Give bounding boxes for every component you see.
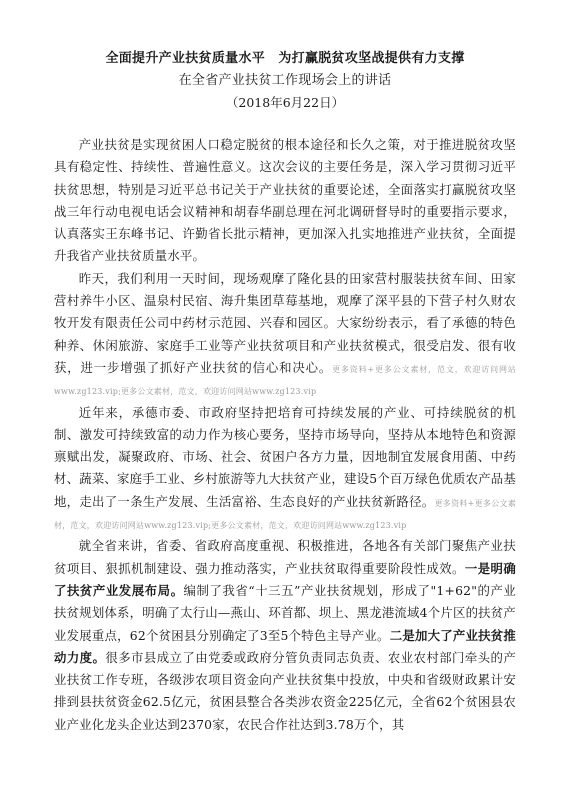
paragraph-text: 近年来，承德市委、市政府坚持把培育可持续发展的产业、可持续脱贫的机制、激发可持续致富的动力作为核心要务，坚持市场导向，坚持从本地特色和资源禀赋出发，凝聚政府、市场、社会、贫困户各方力量，因地制宜发展食用菌、中药材、蔬菜、家庭手工业、乡村旅游等九大扶贫产业，建设5个百万绿色优质农产品基地，走出了一条生产发展、生活富裕、生态良好的产业扶贫新路径。 xyxy=(54,404,516,509)
paragraph-text: 就全省来讲，省委、省政府高度重视、积极推进，各地各有关部门聚焦产业扶贫项目、狠抓机制建设、强力推动落实，产业扶贫取得重要阶段性成效。 xyxy=(54,538,516,576)
body-paragraph xyxy=(54,134,516,268)
watermark-text: 更多资料+更多公文素材，范文，欢迎访问网站www.zg123.vip;更多公文素材，范文，欢迎访问网站www.zg123.vip xyxy=(54,498,517,531)
body-paragraph xyxy=(54,402,516,536)
document-date: （2018年6月22日） xyxy=(225,95,345,110)
document-body xyxy=(54,134,516,736)
document-title: 全面提升产业扶贫质量水平 为打赢脱贫攻坚战提供有力支撑 xyxy=(105,51,465,66)
paragraph-bold-text: 二是加大了产业扶贫推动力度。 xyxy=(54,627,517,665)
paragraph-bold-text: 一是明确了扶贫产业发展布局。 xyxy=(54,560,516,598)
paragraph-text: 昨天，我们利用一天时间，现场观摩了隆化县的田家营村服装扶贫车间、田家营村养牛小区、温泉村民宿、海升集团草莓基地，观摩了深平县的下营子村久财农牧开发有限责任公司中药材示范园、兴春和园区。大家纷纷表示，看了承德的特色种养、休闲旅游、家庭手工业等产业扶贫项目和产业扶贫模式，很受启发、很有收获，进一步增强了抓好产业扶贫的信心和决心。 xyxy=(54,270,516,375)
watermark-text: 更多资料+更多公文素材，范文，欢迎访问网站www.zg123.vip;更多公文素材，范文，欢迎访问网站www.zg123.vip xyxy=(54,364,516,397)
body-paragraph xyxy=(54,268,516,402)
paragraph-text: 产业扶贫是实现贫困人口稳定脱贫的根本途径和长久之策，对于推进脱贫攻坚具有稳定性、持续性、普遍性意义。这次会议的主要任务是，深入学习贯彻习近平扶贫思想，特别是习近平总书记关于产业扶贫的重要论述，全面落实打赢脱贫攻坚战三年行动电视电话会议精神和胡春华副总理在河北调研督导时的重要指示要求，认真落实王东峰书记、许勤省长批示精神，更加深入扎实地推进产业扶贫，全面提升我省产业扶贫质量水平。 xyxy=(54,137,516,264)
paragraph-text: 很多市县成立了由党委或政府分管负责同志负责、农业农村部门牵头的产业扶贫工作专班，各级涉农项目资金向产业扶贫集中投放，中央和省级财政累计安排到县扶贫资金62.5亿元，贫困县整合各类涉农资金225亿元，全省62个贫困县农业产业化龙头企业达到2370家，农民合作社达到3.78万个，其 xyxy=(54,649,516,732)
document-subtitle: 在全省产业扶贫工作现场会上的讲话 xyxy=(178,73,392,88)
paragraph-text: 编制了我省“十三五”产业扶贫规划，形成了"1+62"的产业扶贫规划体系，明确了太行山—燕山、环首都、坝上、黑龙港流域4个片区的扶贫产业发展重点，62个贫困县分别确定了3至5个特色主导产业。 xyxy=(54,582,517,643)
body-paragraph xyxy=(54,535,516,736)
